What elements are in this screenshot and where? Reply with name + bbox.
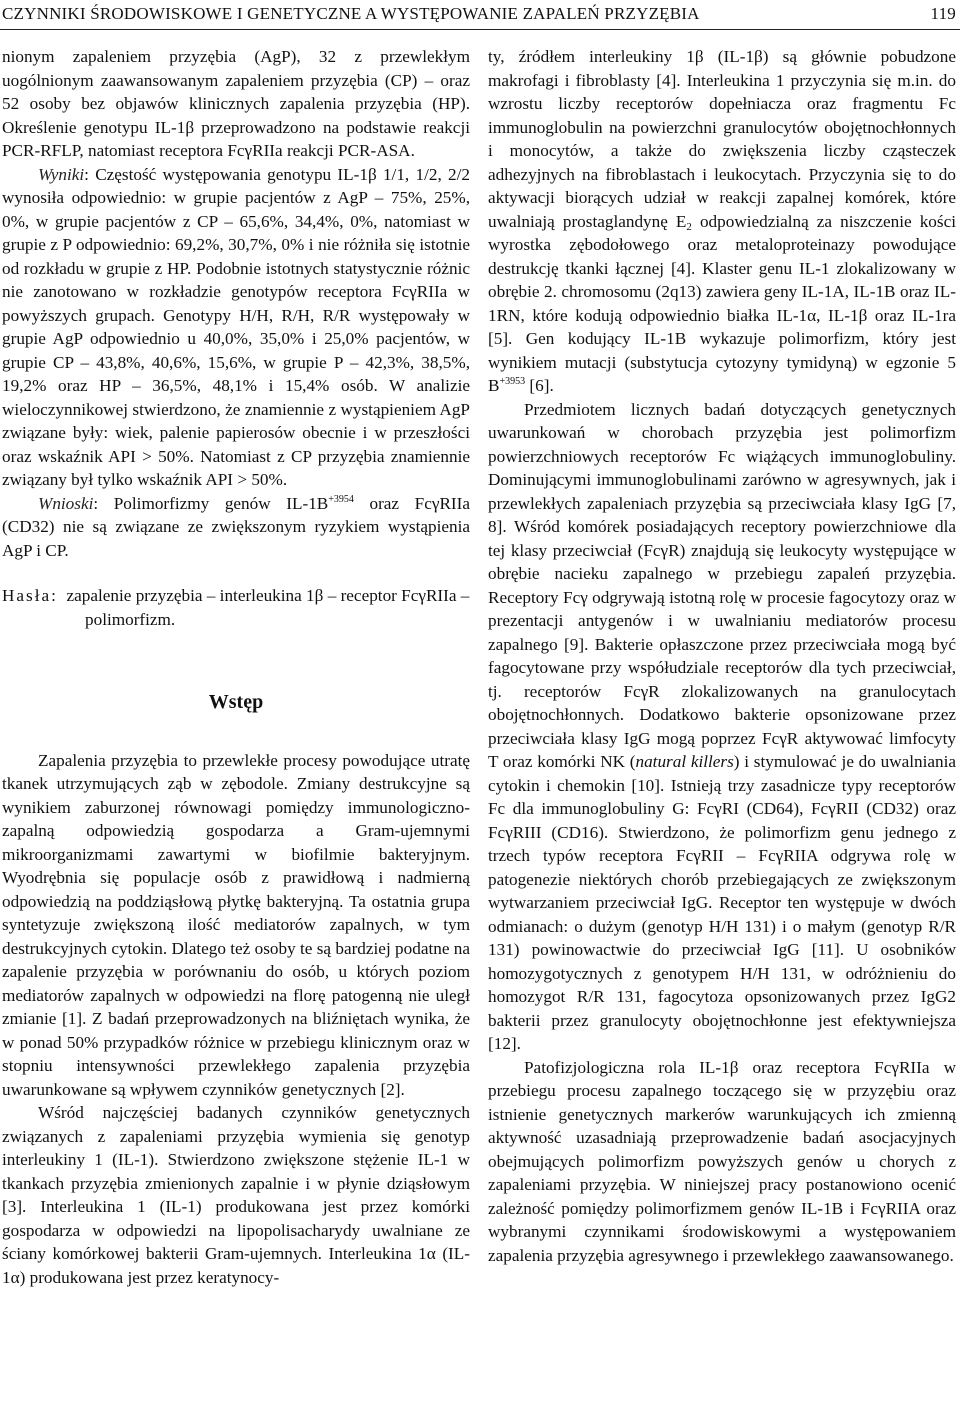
header-rule xyxy=(0,29,960,30)
body-paragraph-3: Patofizjologiczna rola IL-1β oraz receptora FcγRIIa w przebiegu procesu zapalnego toczącego się w przyzębiu oraz istnienie genetycznych markerów warunkujących ich zmienną aktywność uzasadniają przeprowadzenie badań asocjacyjnych obejmujących polimorfizm powyższych genów u chorych z zapaleniami przyzębia. W niniejszej pracy postanowiono ocenić zależność pomiędzy polimorfizmem genów IL-1B i FcγRIIA oraz wybranymi czynnikami środowiskowymi a występowaniem zapalenia przyzębia agresywnego i przewlekłego zaawansowanego. xyxy=(488,1057,956,1265)
abstract-results xyxy=(2,163,470,492)
page-number: 119 xyxy=(930,4,956,23)
conclusions-label: Wnioski xyxy=(38,493,94,513)
results-label: Wyniki xyxy=(38,164,85,184)
body-paragraph-1: ty, źródłem interleukiny 1β (IL-1β) są głównie pobudzone makrofagi i fibroblasty [4]. Interleukina 1 przyczynia się m.in. do wzrostu liczby receptorów dopełniacza oraz fragmentu Fc immunoglobulin na powierzchni granulocytów obojętnochłonnych i monocytów, a także do zwiększenia liczby cząsteczek adhezyjnych na fibroblastach i leukocytach. Przyczynia się to do aktywacji biorących udział w reakcji zapalnej komórek, które uwalniają prostaglandynę $E_2$ odpowiedzialną za niszczenie kości wyrostka zębodołowego oraz metaloproteinazy powodujące destrukcję tkanki łącznej [4]. Klaster genu IL-1 zlokalizowany w obrębie 2. chromosomu (2q13) zawiera geny IL-1A, IL-1B oraz IL-1RN, które kodują odpowiednio białka IL-1α, IL-1β oraz IL-1ra [5]. Gen kodujący IL-1B wykazuje polimorfizm, który jest wynikiem mutacji (substytucja cytozyny tymidyną) w egzonie 5 $B^{+3953}$ [6]. xyxy=(488,47,956,395)
running-header xyxy=(0,0,960,28)
right-column xyxy=(488,45,956,1267)
keywords-label: Hasła: xyxy=(2,586,58,605)
keywords-text: zapalenie przyzębia – interleukina 1β – receptor FcγRIIa – polimorfizm. xyxy=(66,586,470,629)
abstract-conclusions: Wnioski: Polimorfizmy genów $IL-1B^{+3954}$ oraz FcγRIIa (CD32) nie są związane ze zwiększonym ryzykiem wystąpienia AgP i CP. xyxy=(2,493,470,560)
left-column xyxy=(2,45,470,1289)
intro-paragraph-2: Wśród najczęściej badanych czynników genetycznych związanych z zapaleniami przyzębia wymienia się genotyp interleukiny 1 (IL-1). Stwierdzono zwiększone stężenie IL-1 w tkankach przyzębia zmienionych zapalnie i w płynie dziąsłowym [3]. Interleukina 1 (IL-1) produkowana jest przez komórki gospodarza w odpowiedzi na lipopolisacharydy uwalniane ze ściany komórkowej bakterii Gram-ujemnych. Interleukina 1α (IL-1α) produkowana jest przez keratynocy- xyxy=(2,1103,470,1287)
keywords xyxy=(2,584,470,631)
abstract-methods-continuation: nionym zapaleniem przyzębia (AgP), 32 z przewlekłym uogólnionym zaawansowanym zapaleniem przyzębia (CP) – oraz 52 osoby bez objawów klinicznych zapalenia przyzębia (HP). Określenie genotypu IL-1β przeprowadzono na podstawie reakcji PCR-RFLP, natomiast receptora FcγRIIa reakcji PCR-ASA. xyxy=(2,47,470,160)
running-title: CZYNNIKI ŚRODOWISKOWE I GENETYCZNE A WYSTĘPOWANIE ZAPALEŃ PRZYZĘBIA xyxy=(2,4,700,23)
body-paragraph-2: Przedmiotem licznych badań dotyczących genetycznych uwarunkowań w chorobach przyzębia jest polimorfizm powierzchniowych receptorów Fc wiążących immunoglobuliny. Dominującymi immunoglobulinami zarówno w agresywnych, jak i przewlekłych zapaleniach przyzębia są przeciwciała klasy IgG [7, 8]. Wśród komórek posiadających receptory powierzchniowe dla tej klasy przeciwciał (FcγR) znajdują się leukocyty występujące w obrębie nacieku zapalnego w przebiegu zapaleń przyzębia. Receptory Fcγ odgrywają istotną rolę w procesie fagocytozy oraz w prezentacji antygenów i w uwalnianiu mediatorów procesu zapalnego [9]. Bakterie opłaszczone przez przeciwciała mogą być fagocytowane przy współudziale receptorów dla tych przeciwciał, tj. receptorów FcγR zlokalizowanych na granulocytach obojętnochłonnych. Dodatkowo bakterie opsonizowane przez przeciwciała klasy IgG mogą poprzez FcγR aktywować limfocyty T oraz komórki NK (natural killers) i stymulować je do uwalniania cytokin i chemokin [10]. Istnieją trzy zasadnicze typy receptorów Fc dla immunoglobuliny G: FcγRI (CD64), FcγRII (CD32) oraz FcγRIII (CD16). Stwierdzono, że polimorfizm genu jednego z trzech typów receptora FcγRII – FcγRIIA odgrywa rolę w patogenezie niektórych chorób przebiegających ze zwiększonym wytwarzaniem przeciwciał IgG. Receptor ten występuje w dwóch odmianach: o dużym (genotyp H/H 131) i o małym (genotyp R/R 131) powinowactwie do przeciwciał IgG [11]. U osobników homozygotycznych z genotypem H/H 131, w odróżnieniu do homozygot R/R 131, fagocytoza opsonizowanych przez IgG2 bakterii przez granulocyty obojętnochłonne jest efektywniejsza [12]. xyxy=(488,399,956,1053)
results-text: : Częstość występowania genotypu IL-1β 1/1, 1/2, 2/2 wynosiła odpowiednio: w grupie pacjentów z AgP – 75%, 25%, 0%, w grupie pacjentów z CP – 65,6%, 34,4%, 0%, natomiast w grupie z P odpowiednio: 69,2%, 30,7%, 0% i nie różniła się istotnie od rozkładu w grupie z HP. Podobnie istotnych statystycznie różnic nie zanotowano w rozkładzie genotypów receptora FcγRIIa w powyższych grupach. Genotypy H/H, R/H, R/R występowały w grupie AgP odpowiednio u 40,0%, 35,0% i 25,0% pacjentów, w grupie CP – 43,8%, 40,6%, 15,6%, w grupie P – 42,3%, 38,5%, 19,2% oraz HP – 36,5%, 48,1% i 15,4% osób. W analizie wieloczynnikowej stwierdzono, że znamiennie z wystąpieniem AgP związane były: wiek, palenie papierosów obecnie i w przeszłości oraz wskaźnik API > 50%. Natomiast z CP przyzębia znamiennie związany był tylko wskaźnik API > 50%. xyxy=(2,164,470,489)
intro-paragraph-1: Zapalenia przyzębia to przewlekłe procesy powodujące utratę tkanek utrzymujących ząb w zębodole. Zmiany destrukcyjne są wynikiem zaburzonej równowagi pomiędzy immunologiczno-zapalną odpowiedzią gospodarza a Gram-ujemnymi mikroorganizmami zawartymi w biofilmie bakteryjnym. Wyodrębnia się populacje osób z prawidłową i nadmierną odpowiedzią na poddziąsłową płytkę bakteryjną. Ta ostatnia grupa syntetyzuje zwiększoną ilość mediatorów zapalnych, w tym destrukcyjnych cytokin. Dlatego też osoby te są bardziej podatne na zapalenie przyzębia w porównaniu do osób, u których poziom mediatorów zapalnych w odpowiedzi na florę patogenną nie uległ zmianie [1]. Z badań przeprowadzonych na bliźniętach wynika, że w ponad 50% przypadków różnice w przebiegu klinicznym oraz w stopniu intensywności przewlekłego zapalenia przyzębia uwarunkowane są wpływem czynników genetycznych [2]. xyxy=(2,750,470,1099)
section-heading: Wstęp xyxy=(208,691,264,713)
